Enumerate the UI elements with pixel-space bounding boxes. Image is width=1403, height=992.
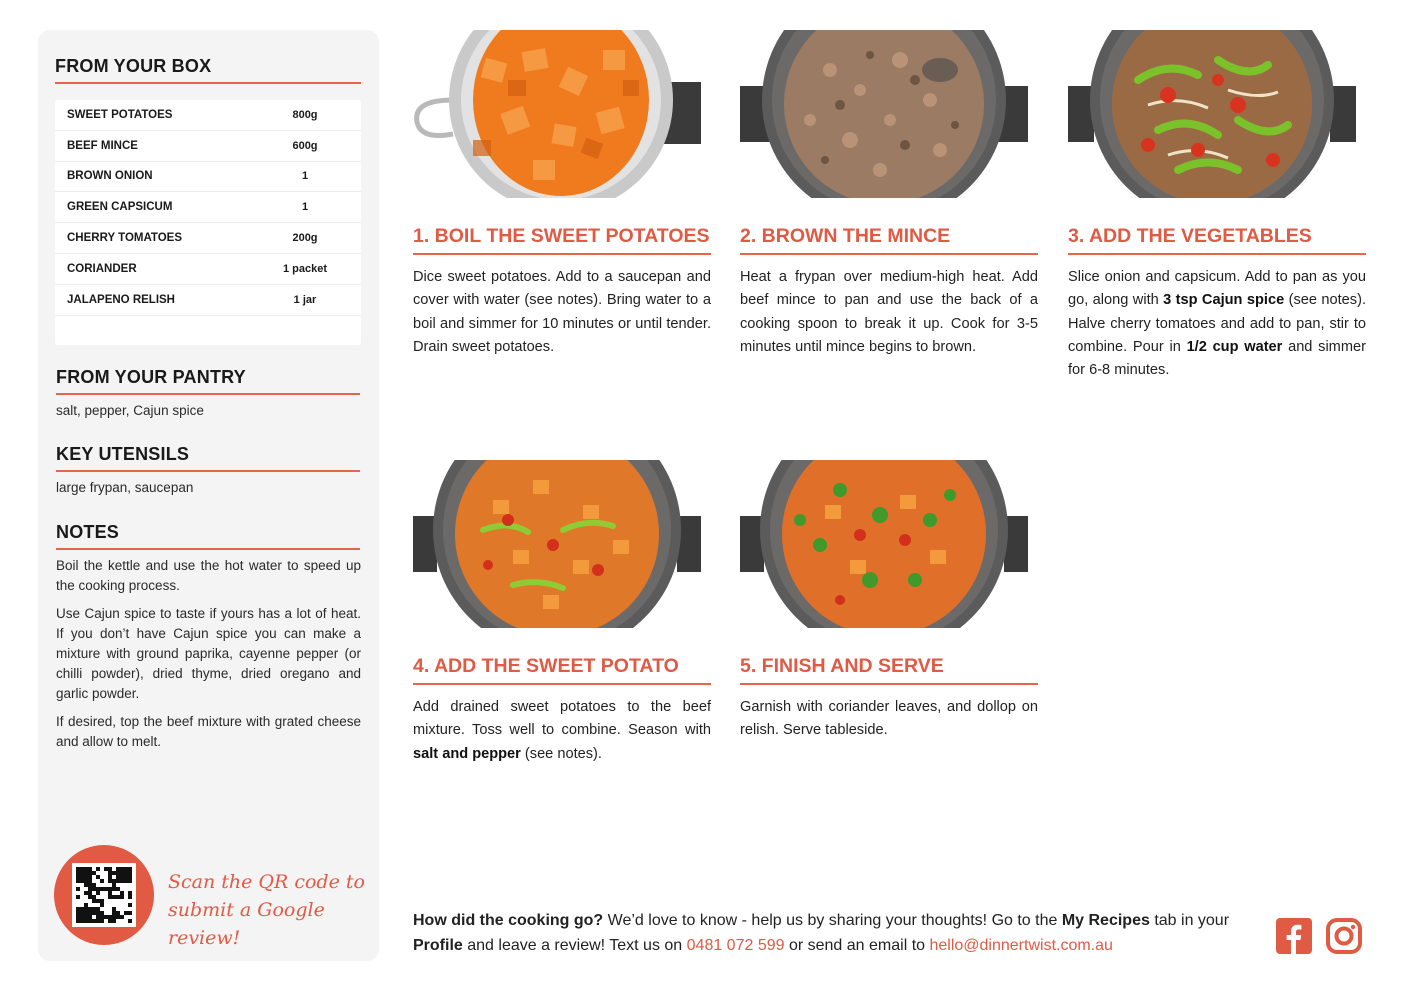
ingredient-qty: 800g: [292, 108, 318, 121]
ingredient-qty: 200g: [292, 232, 318, 245]
qr-caption-line-1: Scan the QR code to: [168, 871, 365, 893]
step-3-image: [1068, 30, 1356, 198]
step-emphasis: 1/2 cup water: [1186, 338, 1283, 355]
step-3: [1068, 30, 1366, 390]
email-link[interactable]: hello@dinnertwist.com.au: [929, 937, 1113, 954]
step-3-title: 3. ADD THE VEGETABLES: [1068, 225, 1312, 247]
step-text: and simmer for 6-8 minutes.: [1068, 338, 1366, 379]
ingredient-name: GREEN CAPSICUM: [67, 201, 173, 214]
ingredients-sidebar: [38, 30, 379, 961]
step-3-body: [1068, 266, 1366, 382]
ingredients-table: [55, 100, 361, 345]
qr-caption-line-2: submit a Google review!: [168, 899, 325, 949]
ingredient-name: SWEET POTATOES: [67, 108, 173, 121]
phone-link[interactable]: 0481 072 599: [686, 937, 785, 954]
ingredient-qty: 1: [301, 170, 309, 183]
step-5-image: [740, 460, 1028, 628]
step-5-body: [740, 696, 1038, 743]
step-text: Dice sweet potatoes. Add to a saucepan and cover with water (see notes). Bring water to a boil and simmer for 10 minutes or until tender. Drain sweet potatoes.: [413, 269, 711, 355]
step-2: [740, 30, 1038, 390]
step-5-title: 5. FINISH AND SERVE: [740, 655, 944, 677]
ingredient-qty: 600g: [292, 139, 318, 152]
step-2-image: [740, 30, 1028, 198]
ingredient-qty: 1 jar: [293, 293, 317, 306]
step-4-body: [413, 696, 711, 766]
instagram-icon[interactable]: [1326, 918, 1362, 954]
qr-pattern: [76, 867, 132, 923]
pantry-text: salt, pepper, Cajun spice: [56, 403, 204, 418]
step-4-rule: [413, 683, 711, 685]
pantry-rule: [56, 393, 360, 395]
profile-label: Profile: [413, 937, 463, 954]
notes-rule: [56, 548, 360, 550]
ingredient-name: BEEF MINCE: [67, 139, 138, 152]
footer-text-2: tab in your: [1149, 912, 1230, 929]
from-box-title: FROM YOUR BOX: [55, 56, 212, 76]
footer-text-3: and leave a review! Text us on: [462, 937, 687, 954]
note-paragraph: Use Cajun spice to taste if yours has a lot of heat. If you don’t have Cajun spice you can make a mixture with ground paprika, cayenne pepper (or chilli powder), dried thyme, dried oregano and garlic powder.: [56, 606, 361, 701]
step-1-body: [413, 266, 711, 359]
qr-code[interactable]: [72, 863, 136, 927]
step-1-image: [413, 30, 701, 198]
step-text: Add drained sweet potatoes to the beef mixture. Toss well to combine. Season with: [413, 699, 711, 739]
utensils-rule: [56, 470, 360, 472]
qr-module: [128, 919, 132, 923]
step-2-body: [740, 266, 1038, 359]
facebook-icon[interactable]: [1276, 918, 1312, 954]
step-text: (see notes). Halve cherry tomatoes and add to pan, stir to combine. Pour in: [1068, 292, 1366, 355]
step-5-rule: [740, 683, 1038, 685]
table-row: [55, 162, 361, 193]
note-paragraph: If desired, top the beef mixture with grated cheese and allow to melt.: [56, 714, 361, 749]
qr-badge: [54, 845, 154, 945]
step-4: [413, 460, 711, 800]
step-text: (see notes).: [520, 745, 602, 762]
step-text: Garnish with coriander leaves, and dollop on relish. Serve tableside.: [740, 699, 1038, 739]
table-row: [55, 131, 361, 162]
footer-text-1: We’d love to know - help us by sharing your thoughts! Go to the: [603, 912, 1062, 929]
ingredient-qty: 1: [301, 201, 309, 214]
step-1: [413, 30, 711, 390]
utensils-text: large frypan, saucepan: [56, 480, 194, 495]
ingredient-name: BROWN ONION: [67, 170, 153, 183]
footer-text-4: or send an email to: [784, 937, 930, 954]
qr-caption: [168, 868, 368, 952]
ingredient-name: CHERRY TOMATOES: [67, 232, 183, 245]
utensils-title: KEY UTENSILS: [56, 444, 190, 464]
step-text: Heat a frypan over medium-high heat. Add beef mince to pan and use the back of a cooking spoon to break it up. Cook for 3-5 minutes until mince begins to brown.: [740, 269, 1038, 355]
step-text: Slice onion and capsicum. Add to pan as you go, along with: [1068, 269, 1366, 309]
step-1-rule: [413, 253, 711, 255]
step-4-title: 4. ADD THE SWEET POTATO: [413, 655, 679, 677]
step-1-title: 1. BOIL THE SWEET POTATOES: [413, 225, 710, 247]
table-row: [55, 254, 361, 285]
footer-question: How did the cooking go?: [413, 912, 604, 929]
notes-body: [56, 556, 361, 760]
ingredient-name: CORIANDER: [67, 262, 137, 275]
review-footer: [413, 908, 1263, 958]
step-4-image: [413, 460, 701, 628]
table-row: [55, 100, 361, 131]
table-row: [55, 192, 361, 223]
notes-title: NOTES: [56, 522, 120, 542]
step-emphasis: salt and pepper: [413, 745, 521, 762]
my-recipes-label: My Recipes: [1061, 912, 1150, 929]
step-emphasis: 3 tsp Cajun spice: [1163, 292, 1285, 309]
step-3-rule: [1068, 253, 1366, 255]
table-row: [55, 285, 361, 316]
step-2-title: 2. BROWN THE MINCE: [740, 225, 951, 247]
ingredient-qty: 1 packet: [282, 262, 328, 275]
step-2-rule: [740, 253, 1038, 255]
ingredient-name: JALAPENO RELISH: [67, 293, 175, 306]
step-5: [740, 460, 1038, 800]
table-row: [55, 223, 361, 254]
note-paragraph: Boil the kettle and use the hot water to speed up the cooking process.: [56, 558, 361, 593]
pantry-title: FROM YOUR PANTRY: [56, 367, 246, 387]
from-box-rule: [55, 82, 361, 84]
